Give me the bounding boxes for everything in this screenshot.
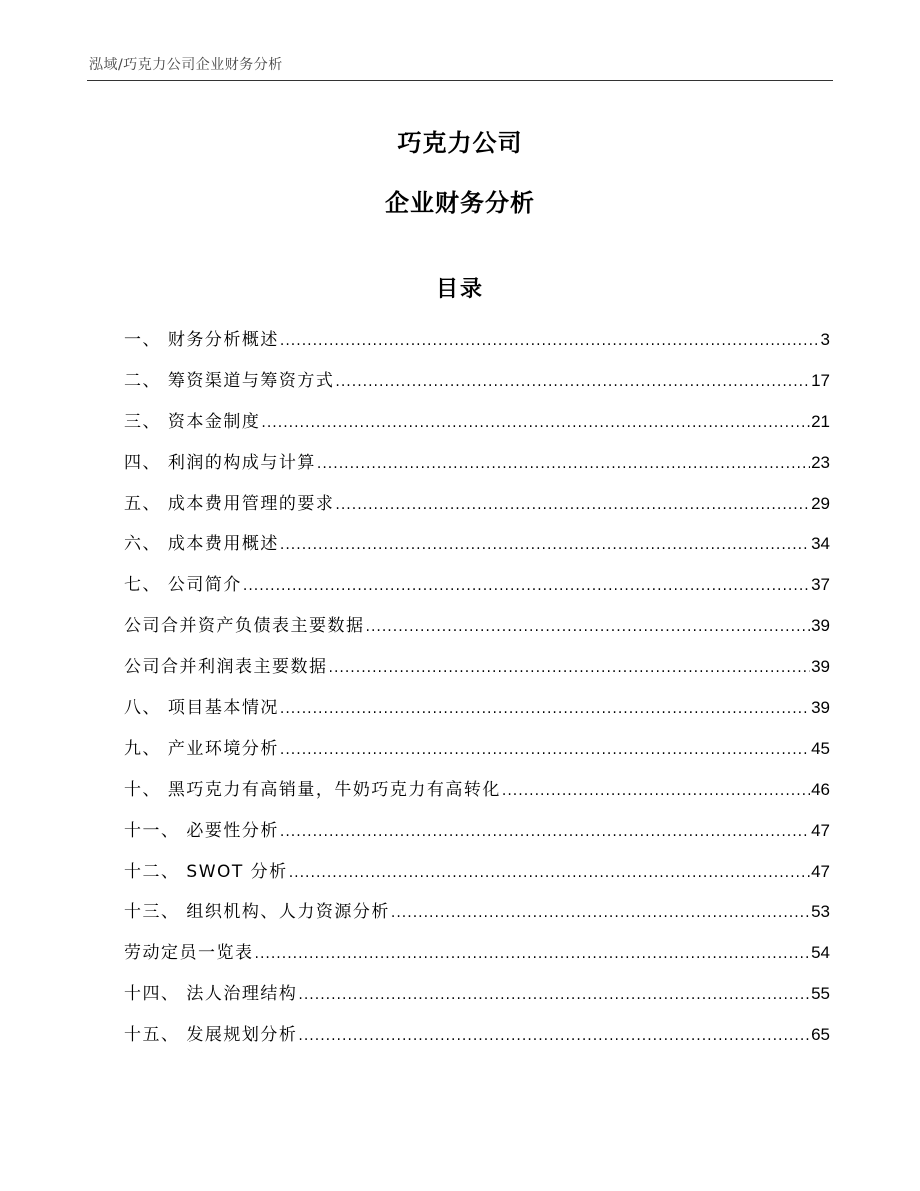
- toc-entry-label: 公司合并资产负债表主要数据: [124, 616, 365, 637]
- toc-entry-page: 3: [820, 330, 830, 349]
- toc-dot-leader: [280, 691, 810, 727]
- toc-entry-label: 一、 财务分析概述: [124, 330, 279, 350]
- toc-entry-page: 46: [811, 779, 830, 799]
- toc-entry[interactable]: [124, 690, 830, 731]
- toc-entry-label: 十一、 必要性分析: [124, 820, 279, 841]
- toc-entry-label: 七、 公司简介: [124, 575, 242, 596]
- toc-entry-page: 34: [811, 534, 830, 554]
- toc-entry[interactable]: [124, 445, 830, 486]
- toc-entry[interactable]: [124, 526, 830, 567]
- toc-entry[interactable]: [124, 608, 830, 649]
- toc-entry[interactable]: [124, 649, 830, 690]
- toc-dot-leader: [335, 487, 810, 523]
- toc-dot-leader: [280, 732, 810, 768]
- toc-entry[interactable]: [124, 322, 830, 363]
- toc-entry-page: 23: [811, 452, 830, 472]
- toc-entry[interactable]: [124, 976, 830, 1017]
- toc-entry[interactable]: [124, 772, 830, 813]
- toc-entry-page: 55: [811, 984, 830, 1004]
- toc-entry-label: 劳动定员一览表: [124, 943, 254, 964]
- toc-entry-label: 六、 成本费用概述: [124, 534, 279, 555]
- toc-entry[interactable]: [124, 854, 830, 895]
- toc-dot-leader: [298, 1018, 810, 1054]
- toc-dot-leader: [298, 977, 810, 1013]
- toc-entry-page: 39: [811, 657, 830, 677]
- toc-entry[interactable]: [124, 894, 830, 935]
- toc-dot-leader: [502, 773, 810, 809]
- toc-entry-page: 39: [811, 698, 830, 718]
- toc-entry-label: 八、 项目基本情况: [124, 698, 279, 719]
- toc-entry-page: 39: [811, 616, 830, 636]
- toc-entry[interactable]: [124, 731, 830, 772]
- toc-entry-page: 37: [811, 575, 830, 595]
- toc-dot-leader: [280, 527, 810, 563]
- toc-entry[interactable]: [124, 363, 830, 404]
- toc-entry-page: 47: [811, 820, 830, 840]
- toc-dot-leader: [261, 405, 810, 441]
- toc-dot-leader: [317, 446, 810, 482]
- toc-entry-label: 公司合并利润表主要数据: [124, 657, 328, 678]
- document-subtitle: 企业财务分析: [385, 189, 535, 217]
- toc-entry-page: 53: [811, 902, 830, 922]
- toc-dot-leader: [280, 323, 820, 359]
- toc-entry-label: 十五、 发展规划分析: [124, 1025, 298, 1046]
- toc-entry[interactable]: [124, 486, 830, 527]
- toc-entry-label: 三、 资本金制度: [124, 411, 261, 432]
- toc-dot-leader: [366, 609, 811, 645]
- document-title: 巧克力公司: [397, 129, 523, 157]
- toc-entry-label: 五、 成本费用管理的要求: [124, 493, 335, 514]
- toc-dot-leader: [329, 650, 811, 686]
- toc-entry[interactable]: [124, 567, 830, 608]
- toc-entry-label: 十四、 法人治理结构: [124, 984, 298, 1005]
- toc-entry[interactable]: [124, 1017, 830, 1058]
- toc-entry-page: 65: [811, 1025, 830, 1045]
- toc-entry[interactable]: [124, 935, 830, 976]
- toc-entry[interactable]: [124, 404, 830, 445]
- toc-entry-page: 21: [811, 411, 830, 431]
- toc-dot-leader: [391, 895, 810, 931]
- header-divider: [87, 80, 833, 81]
- toc-entry-page: 54: [811, 943, 830, 963]
- toc-entry-label: 十、 黑巧克力有高销量，牛奶巧克力有高转化: [124, 779, 501, 800]
- toc-entry-label: 十二、 SWOT 分析: [124, 861, 288, 882]
- toc-entry-label: 二、 筹资渠道与筹资方式: [124, 370, 335, 391]
- toc-entry-page: 47: [811, 861, 830, 881]
- toc-heading: 目录: [435, 277, 484, 302]
- toc-entry-label: 四、 利润的构成与计算: [124, 452, 316, 473]
- toc-dot-leader: [289, 855, 810, 891]
- toc-entry-label: 九、 产业环境分析: [124, 738, 279, 759]
- toc-entry[interactable]: [124, 813, 830, 854]
- toc-entry-page: 17: [811, 370, 830, 390]
- toc-dot-leader: [335, 364, 810, 400]
- toc-dot-leader: [280, 814, 810, 850]
- running-header: 泓域/巧克力公司企业财务分析: [89, 57, 283, 73]
- table-of-contents: [124, 322, 830, 1058]
- toc-entry-label: 十三、 组织机构、人力资源分析: [124, 902, 390, 923]
- toc-entry-page: 29: [811, 493, 830, 513]
- toc-dot-leader: [243, 568, 810, 604]
- toc-entry-page: 45: [811, 738, 830, 758]
- toc-dot-leader: [255, 936, 811, 972]
